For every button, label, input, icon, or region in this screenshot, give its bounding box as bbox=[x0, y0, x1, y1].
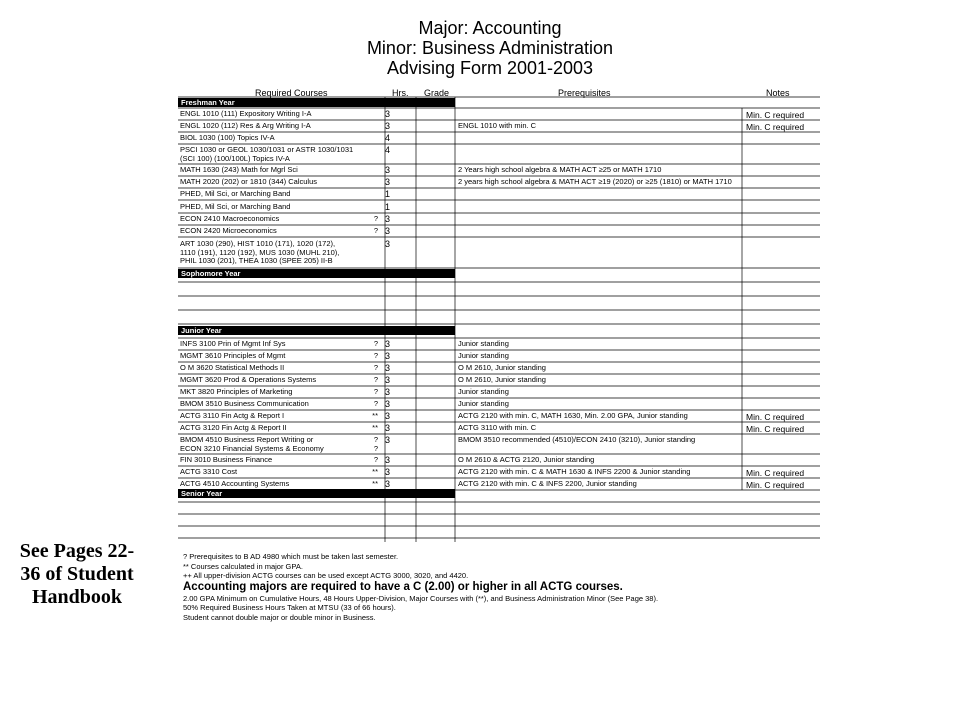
section-senior-year: Senior Year bbox=[178, 489, 455, 498]
course-name: PHED, Mil Sci, or Marching Band bbox=[180, 203, 291, 211]
footnote-line: 2.00 GPA Minimum on Cumulative Hours, 48 Hours Upper-Division, Major Courses with (**), and Business Administration Minor (See Page 38). bbox=[183, 593, 659, 603]
course-name: BIOL 1030 (100) Topics IV-A bbox=[180, 134, 275, 142]
prerequisites-header: Prerequisites bbox=[558, 88, 611, 98]
prerequisites: Junior standing bbox=[458, 388, 509, 396]
prerequisites: 2 Years high school algebra & MATH ACT ≥25 or MATH 1710 bbox=[458, 166, 662, 174]
course-mark: ? bbox=[373, 388, 378, 396]
credit-hours: 4 bbox=[385, 146, 391, 155]
course-note: Min. C required bbox=[746, 122, 805, 132]
prerequisites: O M 2610, Junior standing bbox=[458, 376, 546, 384]
credit-hours: 3 bbox=[385, 122, 391, 131]
course-mark: ? ? bbox=[373, 436, 378, 453]
prerequisites: O M 2610 & ACTG 2120, Junior standing bbox=[458, 456, 595, 464]
prerequisites: ACTG 2120 with min. C & INFS 2200, Junior standing bbox=[458, 480, 637, 488]
course-note: Min. C required bbox=[746, 468, 805, 478]
prerequisites: Junior standing bbox=[458, 340, 509, 348]
course-mark: ? bbox=[373, 340, 378, 348]
course-mark: ? bbox=[373, 456, 378, 464]
footnote-line: 50% Required Business Hours Taken at MTSU (33 of 66 hours). bbox=[183, 603, 396, 612]
course-mark: ? bbox=[373, 376, 378, 384]
course-name: PSCI 1030 or GEOL 1030/1031 or ASTR 1030/1031 (SCI 100) (100/100L) Topics IV-A bbox=[180, 146, 354, 163]
footnote-emphasis: Accounting majors are required to have a C (2.00) or higher in all ACTG courses. bbox=[183, 580, 623, 593]
handbook-reference: See Pages 22-36 of Student Handbook bbox=[19, 540, 135, 608]
required-courses-header: Required Courses bbox=[255, 88, 328, 98]
hrs-header: Hrs. bbox=[392, 88, 409, 98]
prerequisites: ACTG 2120 with min. C, MATH 1630, Min. 2.00 GPA, Junior standing bbox=[458, 412, 688, 420]
course-name: MATH 1630 (243) Math for Mgrl Sci bbox=[180, 166, 298, 174]
course-name: ACTG 3110 Fin Actg & Report I bbox=[180, 412, 285, 420]
credit-hours: 3 bbox=[385, 340, 391, 349]
course-name: BMOM 4510 Business Report Writing or ECON 3210 Financial Systems & Economy bbox=[180, 436, 324, 453]
credit-hours: 3 bbox=[385, 178, 391, 187]
course-name: BMOM 3510 Business Communication bbox=[180, 400, 309, 408]
credit-hours: 3 bbox=[385, 110, 391, 119]
course-name: ART 1030 (290), HIST 1010 (171), 1020 (172), 1110 (191), 1120 (192), MUS 1030 (MUHL 210), PHIL 1030 (201), THEA 1030 (SPEE 205) II-B bbox=[180, 240, 340, 265]
section-sophomore-year: Sophomore Year bbox=[178, 269, 455, 278]
course-mark: ** bbox=[372, 468, 378, 476]
course-note: Min. C required bbox=[746, 480, 805, 490]
course-name: ACTG 3310 Cost bbox=[180, 468, 238, 476]
course-name: ECON 2420 Microeconomics bbox=[180, 227, 277, 235]
credit-hours: 3 bbox=[385, 166, 391, 175]
course-mark: ** bbox=[372, 412, 378, 420]
grade-header: Grade bbox=[424, 88, 450, 98]
credit-hours: 3 bbox=[385, 400, 391, 409]
course-mark: ** bbox=[372, 424, 378, 432]
credit-hours: 3 bbox=[385, 352, 391, 361]
course-name: MGMT 3620 Prod & Operations Systems bbox=[180, 376, 317, 384]
course-name: ACTG 3120 Fin Actg & Report II bbox=[180, 424, 287, 432]
credit-hours: 1 bbox=[385, 203, 391, 212]
course-note: Min. C required bbox=[746, 424, 805, 434]
form-title: Advising Form 2001-2003 bbox=[386, 58, 594, 78]
course-name: ACTG 4510 Accounting Systems bbox=[180, 480, 290, 488]
course-name: ENGL 1020 (112) Res & Arg Writing I-A bbox=[180, 122, 311, 130]
major-title: Major: Accounting bbox=[418, 18, 562, 38]
course-name: MGMT 3610 Principles of Mgmt bbox=[180, 352, 286, 360]
course-mark: ? bbox=[373, 364, 378, 372]
course-mark: ? bbox=[373, 352, 378, 360]
course-mark: ? bbox=[373, 400, 378, 408]
prerequisites: Junior standing bbox=[458, 352, 509, 360]
course-name: MATH 2020 (202) or 1810 (344) Calculus bbox=[180, 178, 318, 186]
credit-hours: 1 bbox=[385, 190, 391, 199]
footnote-line: ++ All upper-division ACTG courses can be used except ACTG 3000, 3020, and 4420. bbox=[183, 571, 469, 580]
credit-hours: 3 bbox=[385, 436, 391, 445]
credit-hours: 3 bbox=[385, 480, 391, 489]
credit-hours: 3 bbox=[385, 227, 391, 236]
course-name: INFS 3100 Prin of Mgmt Inf Sys bbox=[180, 340, 286, 348]
section-junior-year: Junior Year bbox=[178, 326, 455, 335]
course-name: ENGL 1010 (111) Expository Writing I-A bbox=[180, 110, 312, 118]
credit-hours: 3 bbox=[385, 468, 391, 477]
prerequisites: ACTG 2120 with min. C & MATH 1630 & INFS 2200 & Junior standing bbox=[458, 468, 691, 476]
course-name: PHED, Mil Sci, or Marching Band bbox=[180, 190, 291, 198]
credit-hours: 3 bbox=[385, 388, 391, 397]
credit-hours: 3 bbox=[385, 424, 391, 433]
credit-hours: 3 bbox=[385, 456, 391, 465]
notes-header: Notes bbox=[766, 88, 790, 98]
course-note: Min. C required bbox=[746, 110, 805, 120]
course-mark: ** bbox=[372, 480, 378, 488]
course-mark: ? bbox=[373, 215, 378, 223]
section-freshman-year: Freshman Year bbox=[178, 98, 455, 107]
prerequisites: O M 2610, Junior standing bbox=[458, 364, 546, 372]
minor-title: Minor: Business Administration bbox=[366, 38, 614, 58]
prerequisites: ENGL 1010 with min. C bbox=[458, 122, 537, 130]
footnote-line: Student cannot double major or double minor in Business. bbox=[183, 612, 376, 622]
prerequisites: ACTG 3110 with min. C bbox=[458, 424, 537, 432]
course-name: ECON 2410 Macroeconomics bbox=[180, 215, 280, 223]
footnote-line: ? Prerequisites to B AD 4980 which must be taken last semester. bbox=[183, 552, 399, 561]
credit-hours: 3 bbox=[385, 376, 391, 385]
course-name: MKT 3820 Principles of Marketing bbox=[180, 388, 293, 396]
course-note: Min. C required bbox=[746, 412, 805, 422]
credit-hours: 4 bbox=[385, 134, 391, 143]
footnotes bbox=[183, 552, 658, 622]
course-name: O M 3620 Statistical Methods II bbox=[180, 364, 285, 372]
prerequisites: 2 years high school algebra & MATH ACT ≥19 (2020) or ≥25 (1810) or MATH 1710 bbox=[458, 178, 732, 186]
course-mark: ? bbox=[373, 227, 378, 235]
credit-hours: 3 bbox=[385, 240, 391, 249]
prerequisites: Junior standing bbox=[458, 400, 509, 408]
prerequisites: BMOM 3510 recommended (4510)/ECON 2410 (3210), Junior standing bbox=[458, 436, 696, 444]
credit-hours: 3 bbox=[385, 215, 391, 224]
credit-hours: 3 bbox=[385, 364, 391, 373]
footnote-line: ** Courses calculated in major GPA. bbox=[183, 561, 303, 571]
course-name: FIN 3010 Business Finance bbox=[180, 456, 273, 464]
credit-hours: 3 bbox=[385, 412, 391, 421]
